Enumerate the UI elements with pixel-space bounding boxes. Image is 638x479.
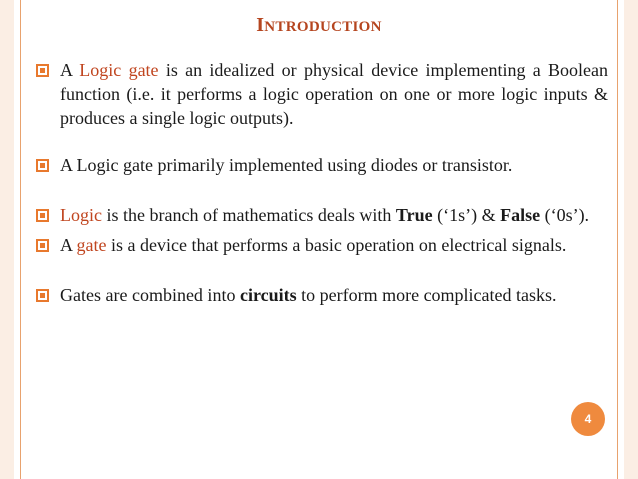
- right-border-rule: [617, 0, 618, 479]
- bullet-text: (‘1s’) &: [432, 205, 501, 225]
- highlight-term: Logic: [60, 205, 102, 225]
- bullet-text: A: [60, 60, 80, 80]
- square-bullet-icon: [36, 209, 49, 222]
- slide-title-rest: NTRODUCTION: [264, 19, 382, 35]
- right-border-band: [624, 0, 638, 479]
- bullet-text: A Logic gate primarily implemented using diodes or transistor.: [60, 155, 513, 175]
- bullet-item-circuits: [36, 283, 608, 307]
- bullet-text: (‘0s’).: [540, 205, 590, 225]
- slide-title: [0, 14, 638, 37]
- bullet-text: is an idealized or physical device implementing a Boolean function (i.e. it performs a logic operation on one or more logic inputs & produces a single logic outputs).: [60, 60, 608, 128]
- bullet-item-logic-gate-definition: [36, 58, 608, 130]
- square-bullet-icon: [36, 159, 49, 172]
- square-bullet-icon: [36, 289, 49, 302]
- bold-term: False: [500, 205, 541, 225]
- bullet-text: A: [60, 235, 77, 255]
- left-border-rule: [20, 0, 21, 479]
- bold-term: True: [395, 205, 433, 225]
- square-bullet-icon: [36, 239, 49, 252]
- bold-term: circuits: [239, 285, 297, 305]
- bullet-item-implementation: [36, 153, 608, 177]
- bullet-text: to perform more complicated tasks.: [296, 285, 557, 305]
- highlight-term: Logic gate: [79, 60, 159, 80]
- left-border-band: [0, 0, 14, 479]
- bullet-item-gate-definition: [36, 233, 608, 257]
- bullet-text: is a device that performs a basic operation on electrical signals.: [106, 235, 567, 255]
- highlight-term: gate: [76, 235, 107, 255]
- slide-title-initial: I: [256, 14, 265, 36]
- bullet-text: Gates are combined into: [60, 285, 240, 305]
- bullet-text: is the branch of mathematics deals with: [102, 205, 396, 225]
- page-number-badge: 4: [571, 402, 605, 436]
- square-bullet-icon: [36, 64, 49, 77]
- bullet-item-logic-definition: [36, 203, 608, 227]
- bullet-list: [36, 58, 608, 307]
